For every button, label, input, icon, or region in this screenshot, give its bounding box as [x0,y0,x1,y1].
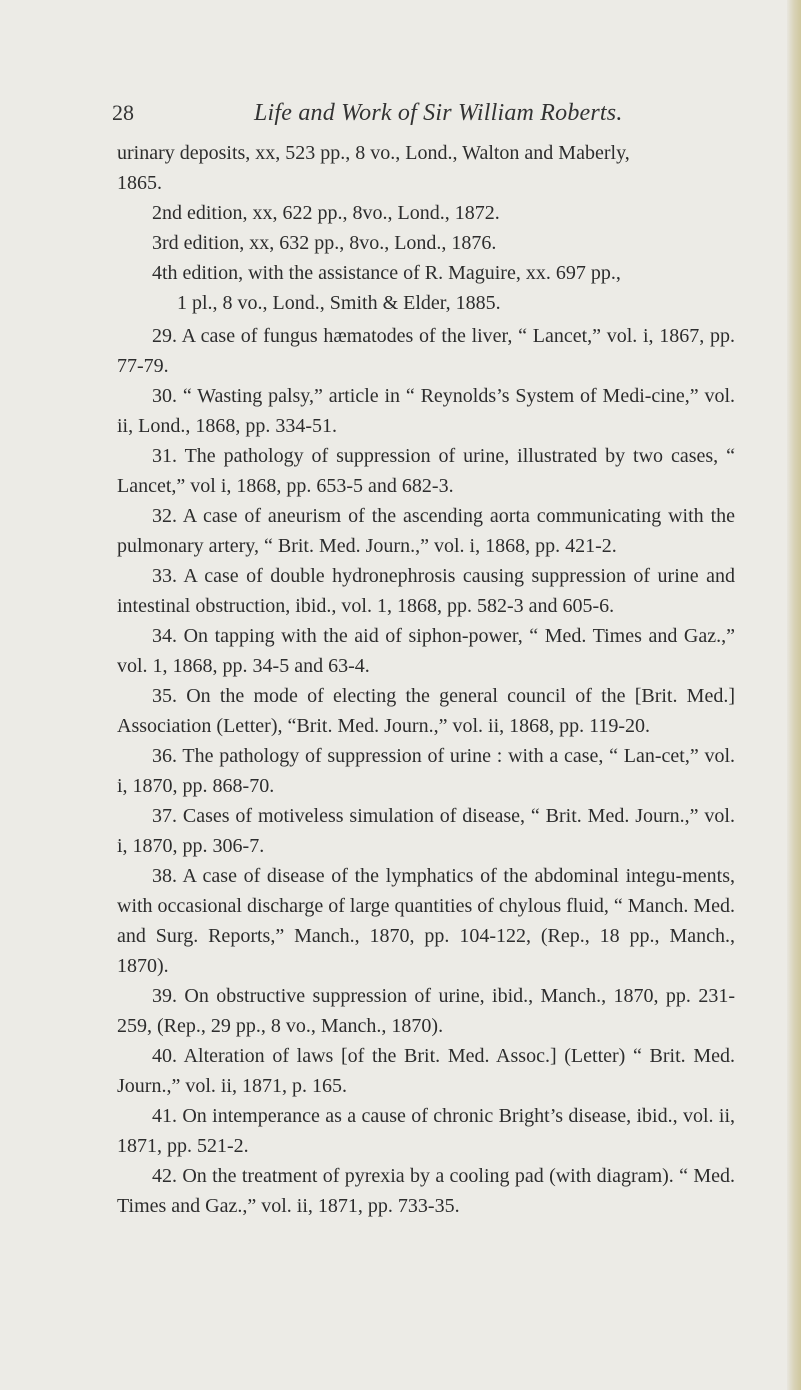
running-title: Life and Work of Sir William Roberts. [254,100,623,126]
entry-29: 29. A case of fungus hæmatodes of the liver, “ Lancet,” vol. i, 1867, pp. 77-79. [117,325,735,377]
lead-line-1: urinary deposits, xx, 523 pp., 8 vo., Lond., Walton and Maberly, [117,142,630,164]
entry-34: 34. On tapping with the aid of siphon-power, “ Med. Times and Gaz.,” vol. 1, 1868, pp. 34-5 and 63-4. [117,625,735,677]
entry-31: 31. The pathology of suppression of urine, illustrated by two cases, “ Lancet,” vol i, 1868, pp. 653-5 and 682-3. [117,445,735,497]
edition-2: 2nd edition, xx, 622 pp., 8vo., Lond., 1872. [152,202,500,224]
entry-33: 33. A case of double hydronephrosis causing suppression of urine and intestinal obstruction, ibid., vol. 1, 1868, pp. 582-3 and 605-6. [117,565,735,617]
entry-38: 38. A case of disease of the lymphatics of the abdominal integu-ments, with occasional discharge of large quantities of chylous fluid, “ Manch. Med. and Surg. Reports,” Manch., 1870, pp. 104-122, (Rep., 18 pp., Manch., 1870). [117,865,735,977]
entry-42: 42. On the treatment of pyrexia by a cooling pad (with diagram). “ Med. Times and Gaz.,” vol. ii, 1871, pp. 733-35. [117,1165,735,1217]
edition-3: 3rd edition, xx, 632 pp., 8vo., Lond., 1876. [152,232,497,254]
page-header [112,100,712,134]
entry-41: 41. On intemperance as a cause of chronic Bright’s disease, ibid., vol. ii, 1871, pp. 521-2. [117,1105,735,1157]
entry-32: 32. A case of aneurism of the ascending aorta communicating with the pulmonary artery, “ Brit. Med. Journ.,” vol. i, 1868, pp. 421-2. [117,505,735,557]
lead-line-2: 1865. [117,172,162,194]
bibliography-text [117,138,735,1221]
lead-entry [117,138,735,318]
entry-35: 35. On the mode of electing the general council of the [Brit. Med.] Association (Letter), “Brit. Med. Journ.,” vol. ii, 1868, pp. 119-20. [117,685,735,737]
page-number: 28 [112,100,134,125]
page-edge [787,0,801,1390]
entry-37: 37. Cases of motiveless simulation of disease, “ Brit. Med. Journ.,” vol. i, 1870, pp. 306-7. [117,805,735,857]
edition-4-line-2: 1 pl., 8 vo., Lond., Smith & Elder, 1885. [177,292,501,314]
entry-39: 39. On obstructive suppression of urine, ibid., Manch., 1870, pp. 231-259, (Rep., 29 pp., 8 vo., Manch., 1870). [117,985,735,1037]
entry-30: 30. “ Wasting palsy,” article in “ Reynolds’s System of Medi-cine,” vol. ii, Lond., 1868, pp. 334-51. [117,385,735,437]
edition-4-line-1: 4th edition, with the assistance of R. Maguire, xx. 697 pp., [152,262,621,284]
edition-4-line-2-wrap [117,288,735,318]
entry-40: 40. Alteration of laws [of the Brit. Med. Assoc.] (Letter) “ Brit. Med. Journ.,” vol. ii, 1871, p. 165. [117,1045,735,1097]
entry-36: 36. The pathology of suppression of urine : with a case, “ Lan-cet,” vol. i, 1870, pp. 868-70. [117,745,735,797]
